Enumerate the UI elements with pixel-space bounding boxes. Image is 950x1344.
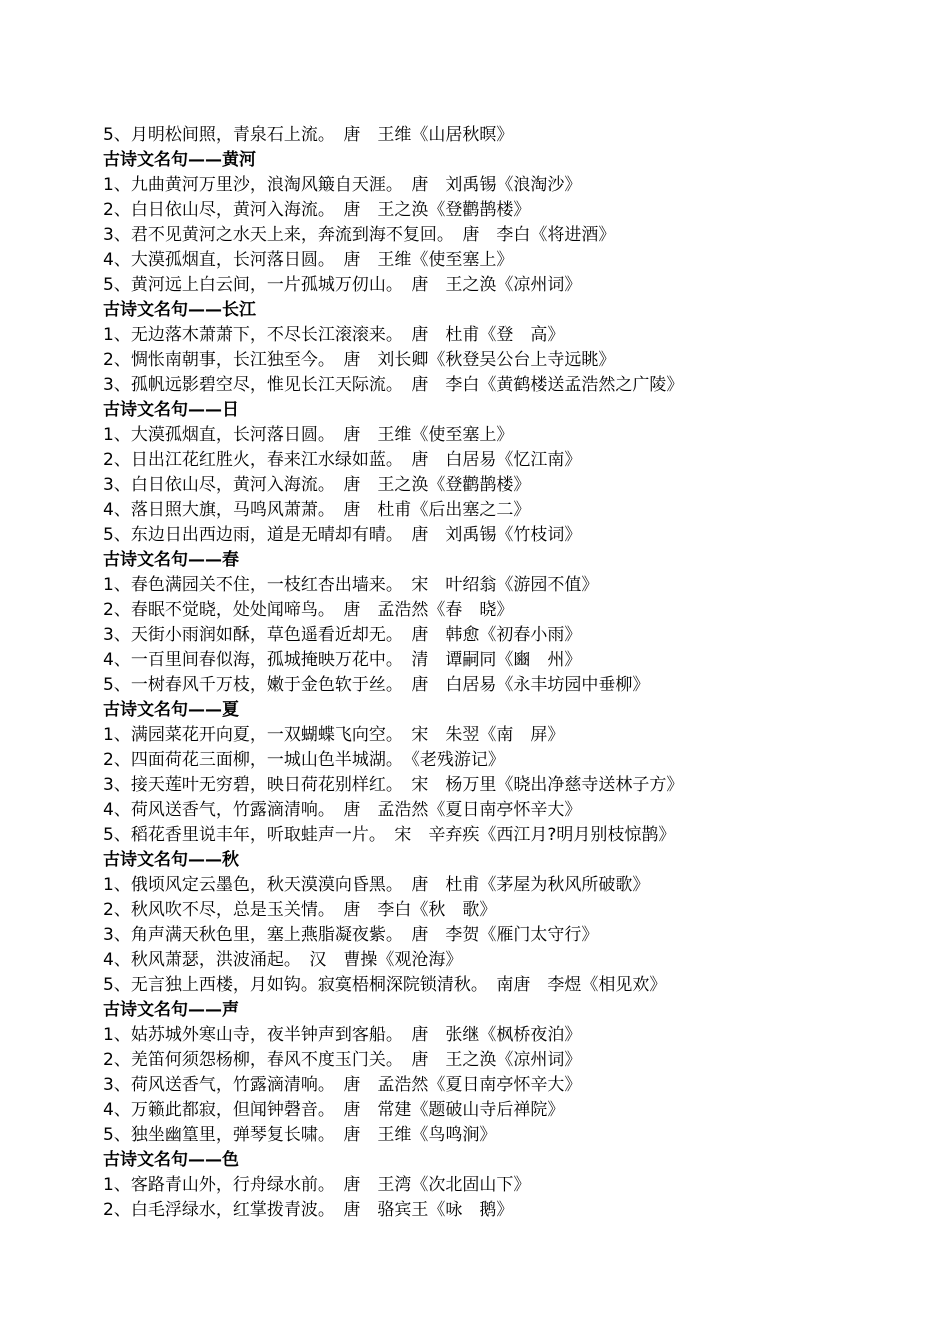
quote-line: 4、万籁此都寂，但闻钟磬音。 唐 常建《题破山寺后禅院》 [103,1100,565,1120]
quote-line: 1、大漠孤烟直，长河落日圆。 唐 王维《使至塞上》 [103,425,514,445]
quote-line: 5、无言独上西楼，月如钩。寂寞梧桐深院锁清秋。 南唐 李煜《相见欢》 [103,975,667,995]
quote-line: 3、白日依山尽，黄河入海流。 唐 王之涣《登鹳鹊楼》 [103,475,531,495]
section-heading-yellow-river: 古诗文名句——黄河 [103,150,256,170]
section-heading-yangtze: 古诗文名句——长江 [103,300,256,320]
section-heading-sun: 古诗文名句——日 [103,400,239,420]
quote-line: 1、九曲黄河万里沙，浪淘风簸自天涯。 唐 刘禹锡《浪淘沙》 [103,175,582,195]
quote-line: 2、白日依山尽，黄河入海流。 唐 王之涣《登鹳鹊楼》 [103,200,531,220]
quote-line: 3、荷风送香气，竹露滴清响。 唐 孟浩然《夏日南亭怀辛大》 [103,1075,582,1095]
quote-line: 5、黄河远上白云间，一片孤城万仞山。 唐 王之涣《凉州词》 [103,275,582,295]
quote-line: 1、俄顷风定云墨色，秋天漠漠向昏黑。 唐 杜甫《茅屋为秋风所破歌》 [103,875,650,895]
quote-line: 1、春色满园关不住，一枝红杏出墙来。 宋 叶绍翁《游园不值》 [103,575,599,595]
quote-line: 5、东边日出西边雨，道是无晴却有晴。 唐 刘禹锡《竹枝词》 [103,525,582,545]
quote-line: 5、稻花香里说丰年，听取蛙声一片。 宋 辛弃疾《西江月?明月别枝惊鹊》 [103,825,676,845]
section-heading-spring: 古诗文名句——春 [103,550,239,570]
quote-line: 3、君不见黄河之水天上来，奔流到海不复回。 唐 李白《将进酒》 [103,225,616,245]
quote-line: 2、四面荷花三面柳，一城山色半城湖。 《老残游记》 [103,750,505,770]
quote-line: 4、秋风萧瑟，洪波涌起。 汉 曹操《观沧海》 [103,950,463,970]
section-heading-color: 古诗文名句——色 [103,1150,239,1170]
document-page [103,123,923,1223]
quote-line: 5、独坐幽篁里，弹琴复长啸。 唐 王维《鸟鸣涧》 [103,1125,497,1145]
quote-line: 5、一树春风千万枝，嫩于金色软于丝。 唐 白居易《永丰坊园中垂柳》 [103,675,650,695]
quote-line: 2、惆怅南朝事，长江独至今。 唐 刘长卿《秋登吴公台上寺远眺》 [103,350,616,370]
quote-line: 3、角声满天秋色里，塞上燕脂凝夜紫。 唐 李贺《雁门太守行》 [103,925,599,945]
quote-line: 2、秋风吹不尽，总是玉关情。 唐 李白《秋 歌》 [103,900,497,920]
quote-line: 2、日出江花红胜火，春来江水绿如蓝。 唐 白居易《忆江南》 [103,450,582,470]
quote-line: 4、落日照大旗，马鸣风萧萧。 唐 杜甫《后出塞之二》 [103,500,531,520]
quote-line: 1、无边落木萧萧下，不尽长江滚滚来。 唐 杜甫《登 高》 [103,325,565,345]
quote-line: 4、大漠孤烟直，长河落日圆。 唐 王维《使至塞上》 [103,250,514,270]
quote-line: 4、荷风送香气，竹露滴清响。 唐 孟浩然《夏日南亭怀辛大》 [103,800,582,820]
quote-line: 1、姑苏城外寒山寺，夜半钟声到客船。 唐 张继《枫桥夜泊》 [103,1025,582,1045]
quote-line: 1、满园菜花开向夏，一双蝴蝶飞向空。 宋 朱翌《南 屏》 [103,725,565,745]
quote-line: 4、一百里间春似海，孤城掩映万花中。 清 谭嗣同《豳 州》 [103,650,582,670]
quote-line: 1、客路青山外，行舟绿水前。 唐 王湾《次北固山下》 [103,1175,531,1195]
quote-line: 2、春眠不觉晓，处处闻啼鸟。 唐 孟浩然《春 晓》 [103,600,514,620]
quote-line: 5、月明松间照，青泉石上流。 唐 王维《山居秋暝》 [103,125,514,145]
quote-line: 3、孤帆远影碧空尽，惟见长江天际流。 唐 李白《黄鹤楼送孟浩然之广陵》 [103,375,684,395]
section-heading-summer: 古诗文名句——夏 [103,700,239,720]
quote-line: 3、天街小雨润如酥，草色遥看近却无。 唐 韩愈《初春小雨》 [103,625,582,645]
quote-line: 2、羌笛何须怨杨柳，春风不度玉门关。 唐 王之涣《凉州词》 [103,1050,582,1070]
quote-line: 3、接天莲叶无穷碧，映日荷花别样红。 宋 杨万里《晓出净慈寺送林子方》 [103,775,684,795]
section-heading-sound: 古诗文名句——声 [103,1000,239,1020]
quote-line: 2、白毛浮绿水，红掌拨青波。 唐 骆宾王《咏 鹅》 [103,1200,514,1220]
section-heading-autumn: 古诗文名句——秋 [103,850,239,870]
